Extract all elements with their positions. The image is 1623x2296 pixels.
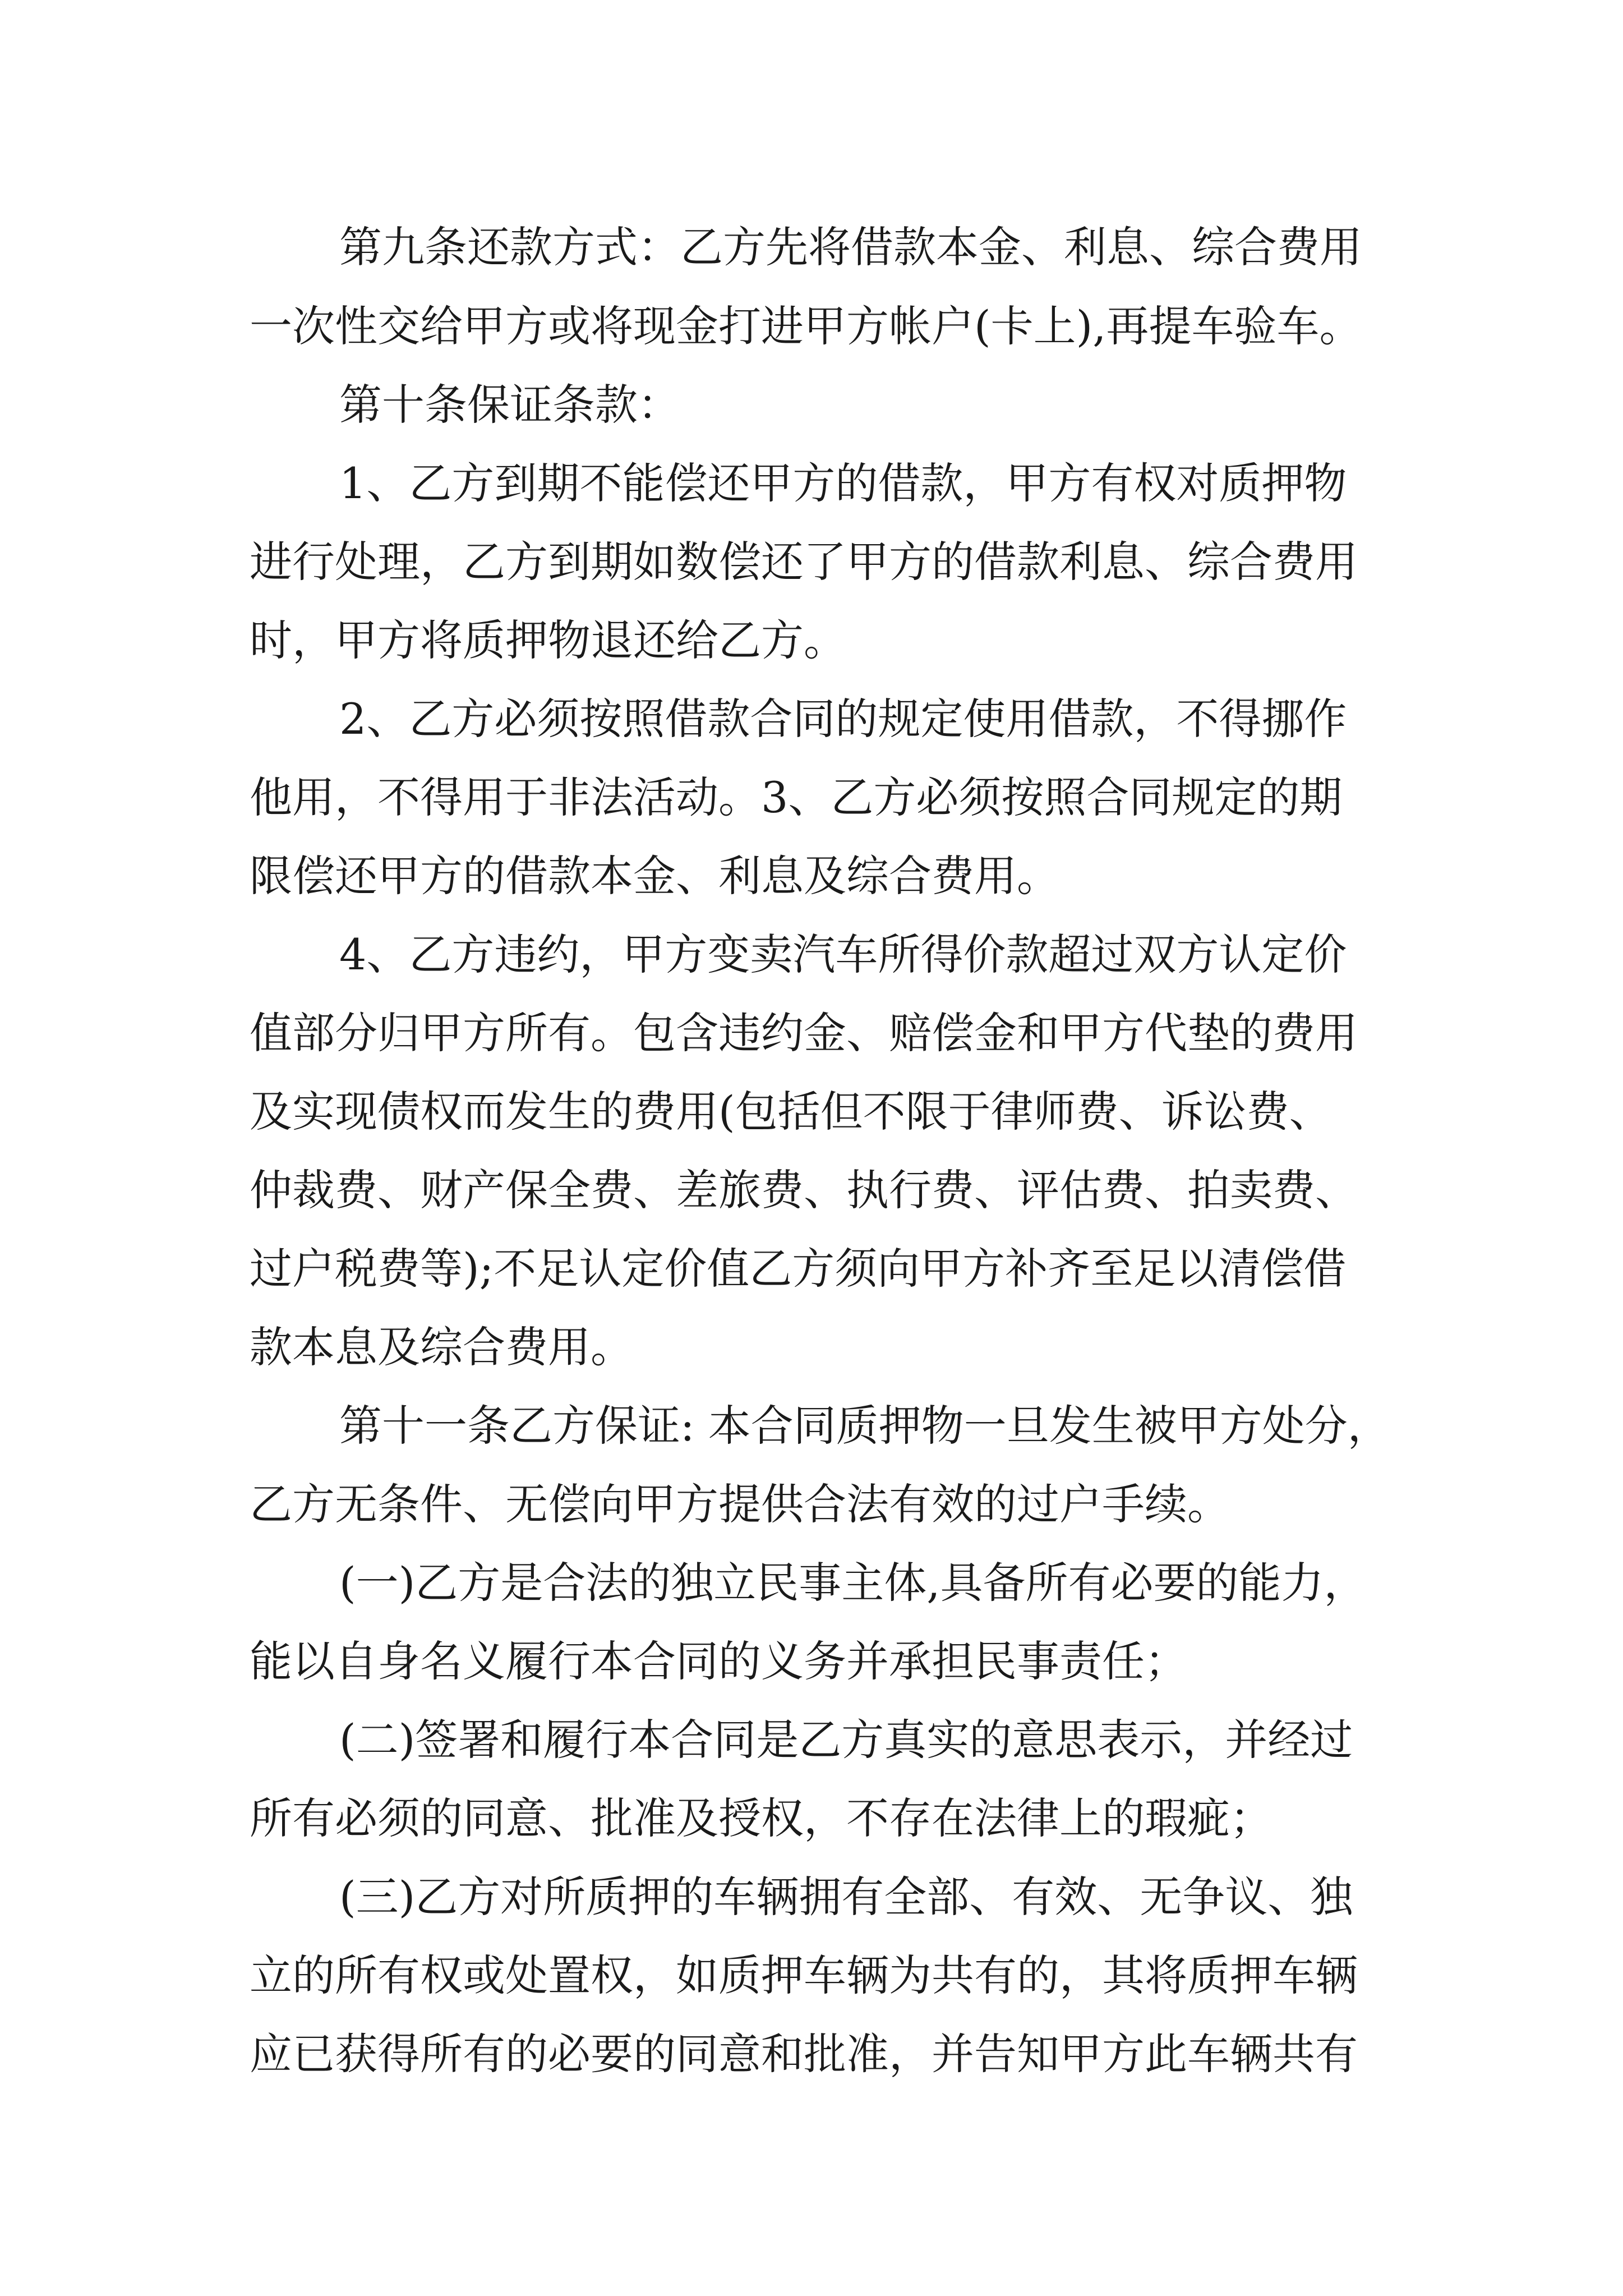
text-line: (三)乙方对所质押的车辆拥有全部、有效、无争议、独: [339, 1872, 1353, 1922]
text-line: 2、乙方必须按照借款合同的规定使用借款，不得挪作: [339, 694, 1347, 744]
text-line: 他用，不得用于非法活动。3、乙方必须按照合同规定的期: [250, 772, 1343, 822]
text-line: 值部分归甲方所有。包含违约金、赔偿金和甲方代垫的费用: [250, 1008, 1358, 1058]
text-line: (二)签署和履行本合同是乙方真实的意思表示，并经过: [339, 1715, 1353, 1765]
text-line: 应已获得所有的必要的同意和批准，并告知甲方此车辆共有: [250, 2029, 1358, 2079]
text-line: 一次性交给甲方或将现金打进甲方帐户(卡上),再提车验车。: [250, 301, 1362, 351]
text-line: 款本息及综合费用。: [250, 1322, 633, 1372]
text-line: 限偿还甲方的借款本金、利息及综合费用。: [250, 851, 1059, 901]
text-line: 及实现债权而发生的费用(包括但不限于律师费、诉讼费、: [250, 1087, 1332, 1137]
text-line: 第十条保证条款：: [339, 380, 680, 430]
text-line: 仲裁费、财产保全费、差旅费、执行费、评估费、拍卖费、: [250, 1165, 1358, 1215]
text-line: 第九条还款方式：乙方先将借款本金、利息、综合费用: [339, 222, 1362, 272]
text-line: 立的所有权或处置权，如质押车辆为共有的，其将质押车辆: [250, 1950, 1358, 2000]
text-line: 1、乙方到期不能偿还甲方的借款，甲方有权对质押物: [339, 458, 1347, 508]
text-line: 乙方无条件、无偿向甲方提供合法有效的过户手续。: [250, 1479, 1230, 1529]
text-line: 能以自身名义履行本合同的义务并承担民事责任；: [250, 1636, 1187, 1686]
text-line: 4、乙方违约，甲方变卖汽车所得价款超过双方认定价: [339, 930, 1347, 979]
text-line: 时，甲方将质押物退还给乙方。: [250, 615, 846, 665]
text-line: 进行处理，乙方到期如数偿还了甲方的借款利息、综合费用: [250, 537, 1358, 587]
text-line: 过户税费等);不足认定价值乙方须向甲方补齐至足以清偿借: [250, 1244, 1347, 1294]
text-line: 第十一条乙方保证: 本合同质押物一旦发生被甲方处分，: [339, 1401, 1390, 1451]
text-line: 所有必须的同意、批准及授权，不存在法律上的瑕疵；: [250, 1793, 1272, 1843]
text-line: (一)乙方是合法的独立民事主体,具备所有必要的能力，: [339, 1558, 1367, 1608]
